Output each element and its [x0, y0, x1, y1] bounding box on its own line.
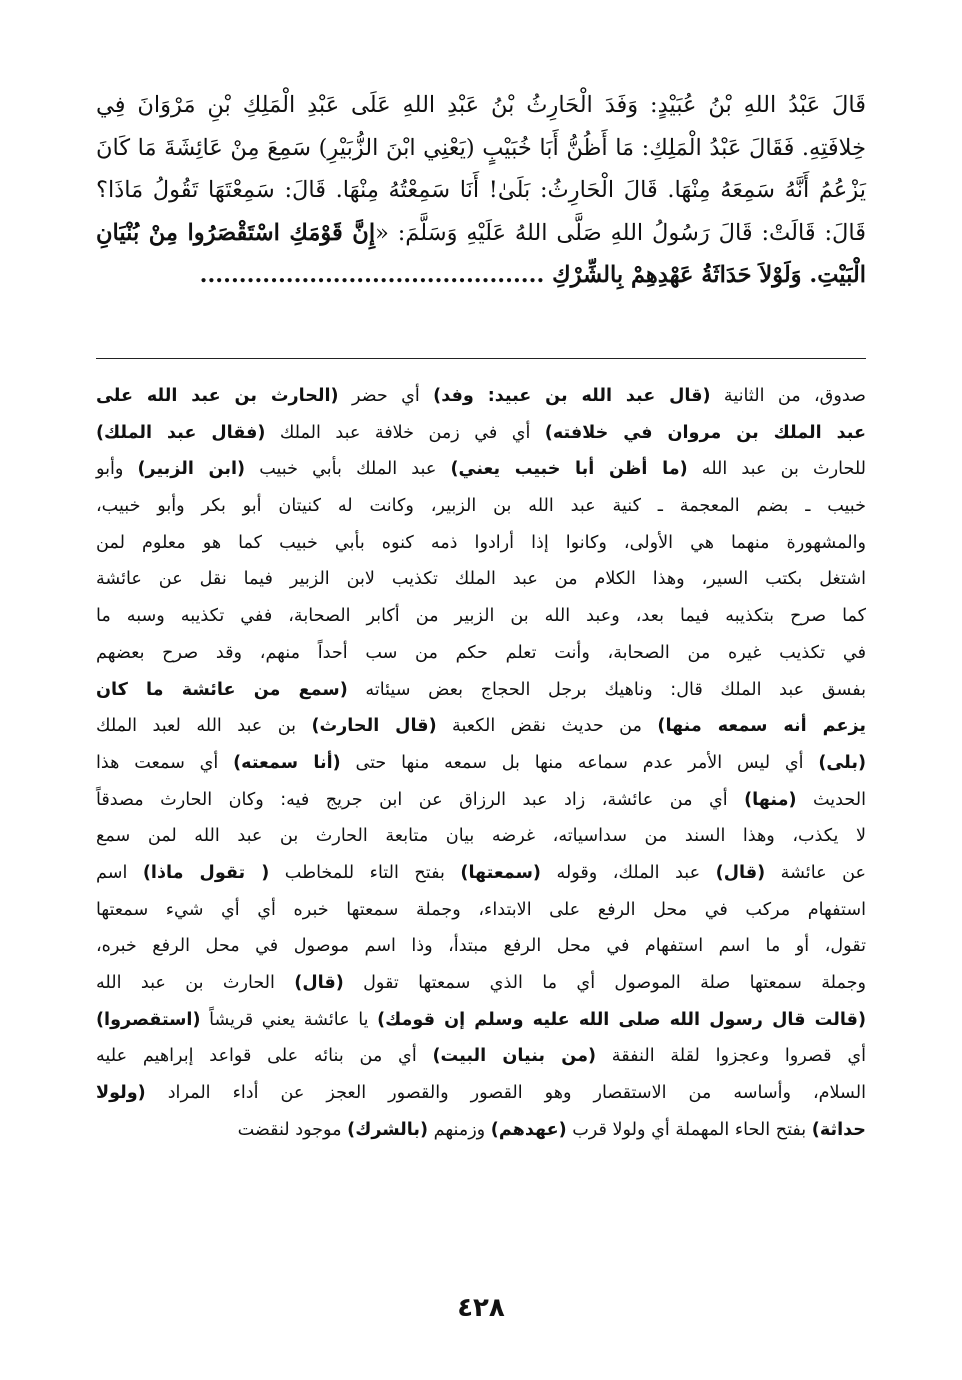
hadith-text [96, 84, 866, 297]
commentary-segment: تقول، أو ما اسم استفهام في محل الرفع مبتدأ، وذا اسم موصول في محل الرفع خبره، [96, 936, 866, 957]
commentary-segment: صدوق، من الثانية [710, 386, 866, 406]
hadith-narration: قَالَ عَبْدُ اللهِ بْنُ عُبَيْدٍ: وَفَدَ الْحَارِثُ بْنُ عَبْدِ اللهِ عَلَى عَبْدِ الْمَلِكِ بْنِ مَرْوَانَ فِي خِلافَتِهِ. فَقَالَ عَبْدُ الْمَلِكِ: مَا أَظُنُّ أَبَا خُبَيْبٍ (يَعْنِي ابْنَ الزُّبَيْرِ) سَمِعَ مِنْ عَائِشَةَ مَا كَانَ يَزْعُمُ أَنَّهُ سَمِعَهُ مِنْهَا. قَالَ الْحَارِثُ: بَلَىٰ! أَنَا سَمِعْتُهُ مِنْهَا. قَالَ: سَمِعْتَهَا تَقُولُ مَاذَا؟ قَالَ: قَالَتْ: قَالَ رَسُولُ اللهِ صَلَّى اللهُ عَلَيْهِ وَسَلَّمَ: « [96, 92, 866, 246]
commentary-segment: أي ليس الأمر عدم سماعه منها بل سمعه منها حتى [340, 752, 819, 773]
commentary-line [96, 1075, 866, 1112]
commentary-segment: بفتح التاء للمخاطب [269, 862, 461, 883]
commentary-line [96, 451, 866, 488]
commentary-segment: من حديث نقض الكعبة [436, 716, 658, 737]
commentary-segment: وأبو [96, 459, 138, 480]
commentary-line [96, 415, 866, 452]
commentary-segment: موجود لنقضت [237, 1119, 348, 1140]
commentary-segment: بن عبد الله لعبد الملك [96, 716, 312, 737]
commentary-bold-segment: (عهدهم) [490, 1119, 567, 1140]
commentary-segment: والمشهورة منهما هي الأولى، وكانوا إذا أرادوا ذمه كنوه بأبي خبيب كما هو معلوم لمن [96, 532, 866, 553]
commentary-segment: بفسق عبد الملك قال: وناهيك برجل الحجاج بعض سيئاته [347, 679, 866, 700]
commentary-line [96, 708, 866, 745]
commentary-bold-segment: (قالت قال رسول الله صلى الله عليه وسلم إن قومك) [377, 1009, 866, 1030]
commentary-line [96, 965, 866, 1002]
commentary-segment: كما صرح بتكذيبه فيما بعد، وعبد الله بن الزبير من أكابر الصحابة، ففي تكذيبه وسبه ما [96, 606, 866, 627]
commentary-bold-segment: (ما أظن أبا خبيب يعني) [450, 459, 688, 480]
commentary-bold-segment: (بالشرك) [347, 1119, 429, 1140]
commentary-segment: في تكذيب غيره من الصحابة، وأنت تعلم حكم من سب أحداً منهم، وقد صرح بعضهم [96, 642, 866, 663]
commentary-bold-segment: عبد الملك بن مروان في خلافته) [544, 422, 866, 443]
commentary-segment: أي حضر [338, 386, 434, 406]
commentary-line [96, 635, 866, 672]
commentary-bold-segment: (بلى) [818, 752, 866, 773]
commentary-segment: أي قصروا وعجزوا لقلة النفقة [596, 1046, 866, 1067]
commentary-segment: وجملة سمعتها صلة الموصول أي ما الذي سمعتها تقول [343, 973, 866, 993]
commentary-bold-segment: (الحارث بن عبد الله على [96, 386, 339, 406]
commentary-segment: أي من بنائه على قواعد إبراهيم عليه [96, 1046, 433, 1067]
commentary-segment: اسم [96, 862, 143, 883]
commentary-bold-segment: ( تقول ماذا) [142, 862, 270, 883]
commentary-bold-segment: (أنا سمعته) [233, 752, 341, 773]
commentary-line [96, 525, 866, 562]
commentary-line [96, 745, 866, 782]
commentary-bold-segment: (قال الحارث) [311, 716, 437, 737]
commentary-segment: استفهام مركب في محل الرفع على الابتداء، وجملة سمعتها خبره أي أي شيء سمعتها [96, 899, 866, 920]
commentary-line [96, 1038, 866, 1075]
commentary-line [96, 561, 866, 598]
commentary-segment: أي في زمن خلافة عبد الملك [265, 422, 545, 443]
commentary-line [96, 928, 866, 965]
commentary-segment: لا يكذب، وهذا السند من سداسياته، غرضه بيان متابعة الحارث بن عبد الله لمن سمع [96, 826, 866, 847]
commentary-segment: عبد الملك، وقوله [540, 862, 716, 883]
commentary-bold-segment: (منها) [744, 789, 797, 810]
commentary-bold-segment: (استقصروا) [96, 1009, 201, 1030]
commentary-segment: للحارث بن عبد الله [687, 459, 867, 480]
commentary-segment: يا عائشة يعني قريشاً [200, 1009, 378, 1030]
commentary-line [96, 672, 866, 709]
commentary-line [96, 1002, 866, 1039]
commentary-line [96, 598, 866, 635]
commentary-line [96, 1112, 866, 1149]
footnote-divider [96, 358, 866, 359]
commentary-line [96, 378, 866, 415]
commentary-line [96, 488, 866, 525]
commentary-segment: عبد الملك بأبي خبيب [245, 459, 451, 480]
commentary-segment: الحارث بن عبد الله [96, 973, 295, 993]
hadith-prophetic-saying: إِنَّ قَوْمَكِ اسْتَقْصَرُوا مِنْ بُنْيَانِ الْبَيْتِ. وَلَوْلاَ حَدَاثَةُ عَهْدِهِمْ بِالشِّرْكِ [96, 219, 866, 289]
commentary-segment: عن عائشة [765, 862, 866, 883]
commentary-bold-segment: (قال) [715, 862, 766, 883]
commentary-line [96, 892, 866, 929]
commentary-bold-segment: (ولولا [96, 1083, 146, 1104]
commentary-line [96, 855, 866, 892]
page-number: ٤٢٨ [457, 1293, 505, 1323]
commentary-segment: اشتغل بكتب السير، وهذا الكلام من عبد الملك تكذيب لابن الزبير فيما نقل عن عائشة [96, 569, 866, 590]
commentary-segment: وزمنهم [428, 1119, 491, 1140]
commentary-bold-segment: (فقال عبد الملك) [96, 422, 266, 443]
commentary-bold-segment: (سمع من عائشة ما كان [96, 679, 348, 700]
commentary-segment: الحديث [796, 789, 867, 810]
commentary-bold-segment: يزعم أنه سمعه منها) [657, 716, 867, 737]
commentary-segment: بفتح الحاء المهملة أي ولولا قرب [566, 1119, 812, 1140]
commentary-bold-segment: حداثة) [811, 1119, 866, 1140]
commentary-text [96, 378, 866, 1148]
commentary-bold-segment: (قال عبد الله بن عبيد: وفد) [433, 386, 711, 406]
commentary-bold-segment: (ابن الزبير) [137, 459, 246, 480]
commentary-line [96, 818, 866, 855]
commentary-bold-segment: (سمعتها) [460, 862, 541, 883]
commentary-segment: السلام، وأساسه من الاستقصار وهو القصور والقصور العجز عن أداء المراد [145, 1083, 866, 1104]
commentary-bold-segment: (من بنيان البيت) [432, 1046, 597, 1067]
commentary-bold-segment: (قال) [294, 973, 344, 993]
hadith-ellipsis: ............................................ [199, 262, 553, 289]
commentary-segment: خبيب ـ بضم المعجمة ـ كنية عبد الله بن الزبير، وكانت له كنيتان أبو بكر وأبو خبيب، [96, 496, 866, 517]
commentary-line [96, 782, 866, 819]
commentary-segment: أي من عائشة، زاد عبد الرزاق عن ابن جريج فيه: وكان الحارث مصدقاً [96, 789, 745, 810]
commentary-segment: أي سمعت هذا [96, 752, 234, 773]
